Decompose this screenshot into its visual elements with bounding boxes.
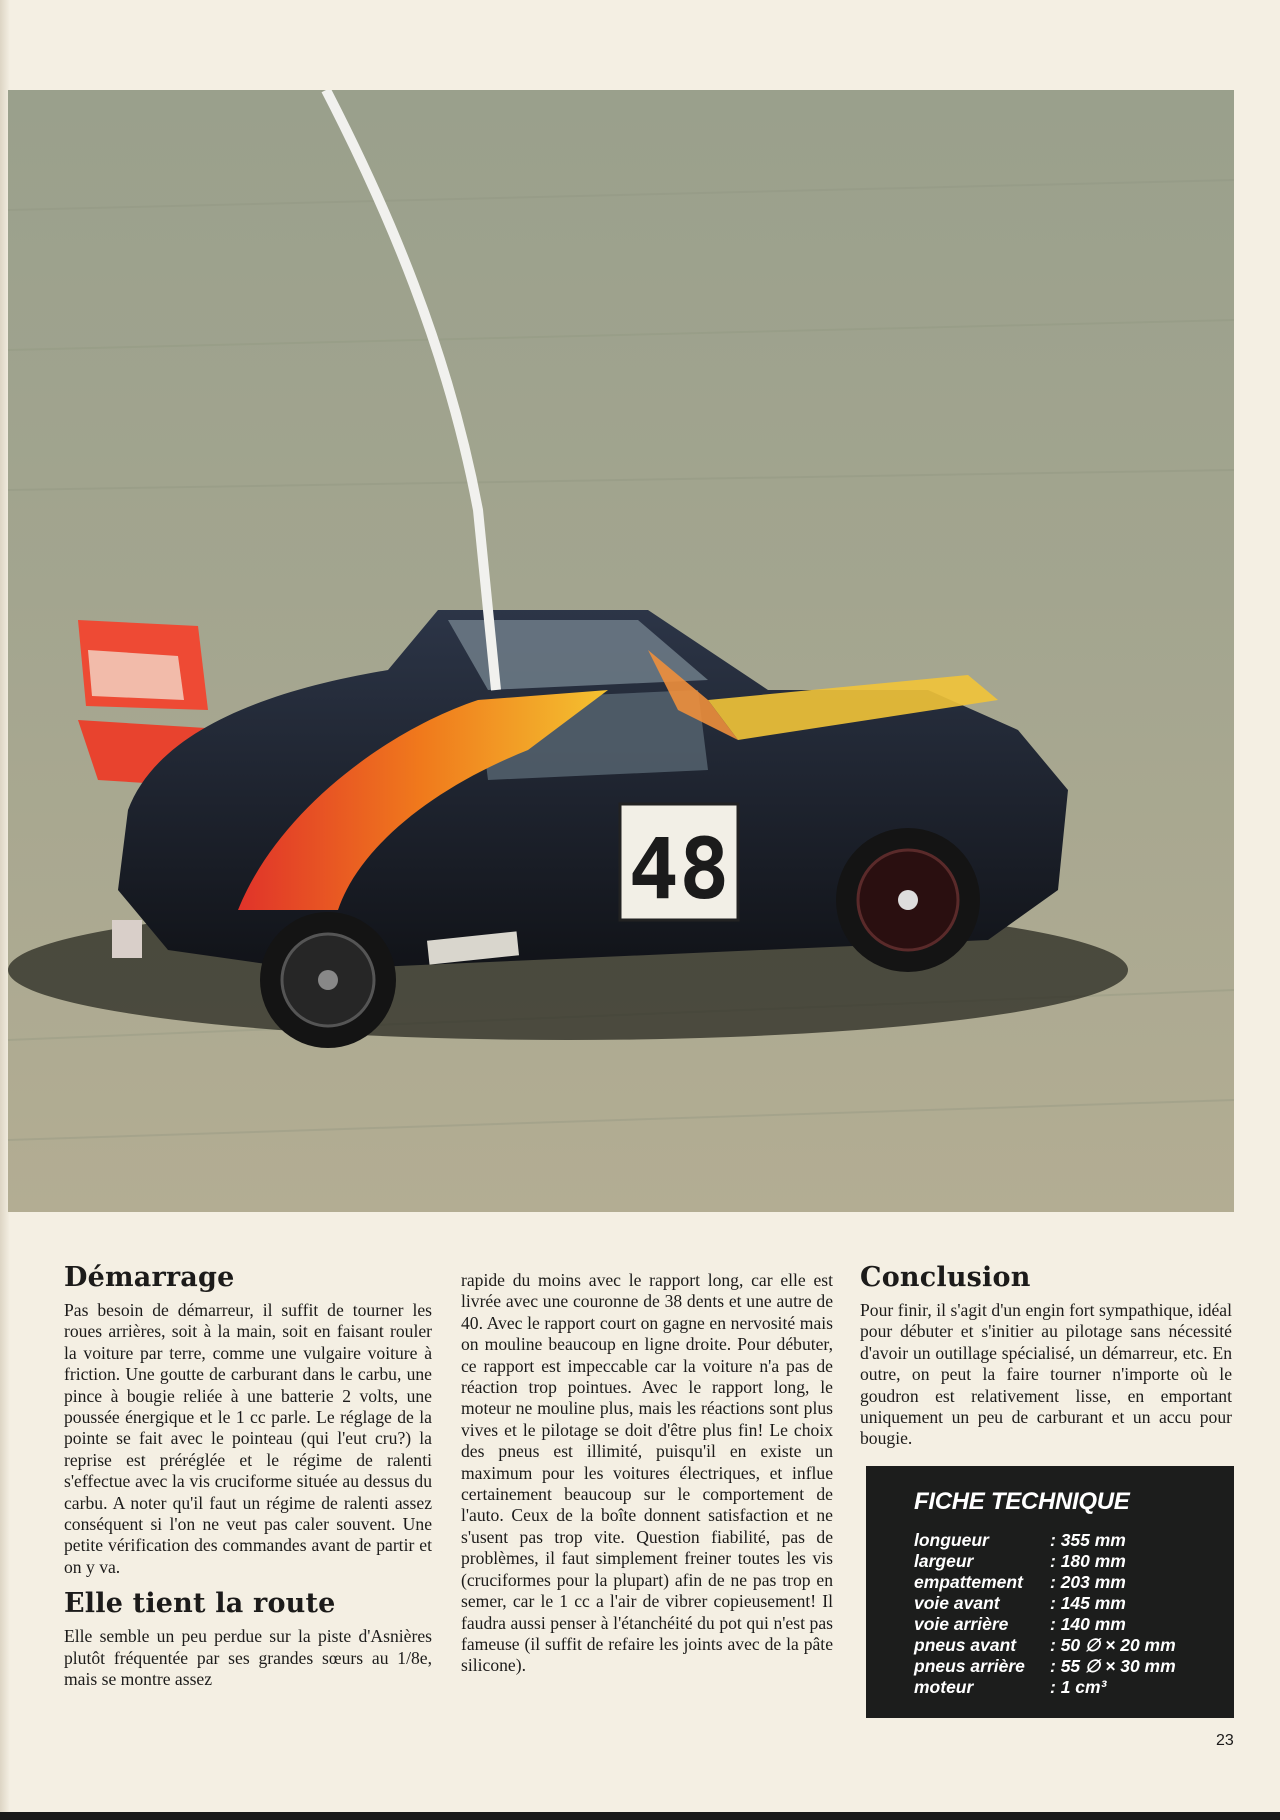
fiche-value: : 180 mm xyxy=(1050,1551,1126,1571)
fiche-row xyxy=(914,1656,1176,1677)
fiche-value: : 140 mm xyxy=(1050,1614,1126,1634)
route-heading: Elle tient la route xyxy=(64,1588,336,1620)
fiche-row xyxy=(914,1551,1176,1572)
demarrage-text: Pas besoin de démarreur, il suffit de tourner les roues arrières, soit à la main, soit en faisant rouler la voiture par terre, comme une vulgaire voiture à friction. Une goutte de carburant dans le carbu, une pince à bougie reliée à une batterie 2 volts, une poussée énergique et le 1 cc parle. Le réglage de la pointe se fait avec le pointeau (qui l'eut cru?) la reprise est préréglée et le régime de ralenti s'effectue avec la vis cruciforme située au dessus du carbu. A noter qu'il faut un régime de ralenti assez conséquent si l'on ne veut pas caler souvent. Une petite vérification des commandes avant de partir et on y va. xyxy=(64,1300,432,1577)
demarrage-heading: Démarrage xyxy=(64,1262,235,1293)
fiche-row xyxy=(914,1635,1176,1656)
scan-bottom-edge xyxy=(0,1812,1280,1820)
fiche-value: : 55 ∅ × 30 mm xyxy=(1050,1656,1176,1676)
column-3 xyxy=(860,1262,1232,1450)
fiche-value: : 355 mm xyxy=(1050,1530,1126,1550)
fiche-value: : 50 ∅ × 20 mm xyxy=(1050,1635,1176,1655)
conclusion-heading: Conclusion xyxy=(860,1262,1031,1293)
fiche-value: : 1 cm³ xyxy=(1050,1677,1107,1697)
fiche-row xyxy=(914,1614,1176,1635)
fiche-value: : 203 mm xyxy=(1050,1572,1126,1592)
car-photo xyxy=(8,90,1234,1212)
fiche-row xyxy=(914,1677,1176,1698)
fiche-label: longueur xyxy=(914,1530,989,1550)
column-1 xyxy=(64,1262,432,1691)
fiche-title: FICHE TECHNIQUE xyxy=(914,1488,1130,1515)
column-2-text: rapide du moins avec le rapport long, car elle est livrée avec une couronne de 38 dents et une autre de 40. Avec le rapport court on gagne en nervosité mais on mouline beaucoup en ligne droite. Pour débuter, ce rapport est impeccable car la voiture n'a pas de réaction trop pointues. Avec le rapport long, le moteur ne mouline plus, mais les réactions sont plus vives et le pilotage se doit d'être plus fin! Le choix des pneus est illimité, puisqu'il en existe un maximum pour les voitures électriques, et influe certainement beaucoup sur le comportement de l'auto. Ceux de la boîte donnent satisfaction et ne s'usent pas trop vite. Question fiabilité, pas de problèmes, il faut simplement freiner toutes les vis (cruciformes pour la plupart) afin de ne pas trop en semer, car le 1 cc a l'air de vibrer copieusement! Il faudra aussi penser à l'étanchéité du pot qui n'est pas fameuse (il suffit de refaire les joints avec de la pâte silicone). xyxy=(461,1270,833,1676)
fiche-label: empattement xyxy=(914,1572,1023,1592)
conclusion-text: Pour finir, il s'agit d'un engin fort sympathique, idéal pour débuter et s'initier au pilotage sans nécessité d'avoir un outillage spécialisé, un démarreur, etc. En outre, on peut la faire tourner n'importe où le goudron est relativement lisse, en emportant uniquement un peu de carburant et un accu pour bougie. xyxy=(860,1300,1232,1449)
fiche-value: : 145 mm xyxy=(1050,1593,1126,1613)
car-number: 48 xyxy=(628,820,730,918)
fiche-label: pneus avant xyxy=(914,1635,1017,1655)
fiche-technique-box xyxy=(866,1466,1234,1718)
fiche-label: voie avant xyxy=(914,1593,1000,1613)
fiche-row xyxy=(914,1593,1176,1614)
fiche-label: pneus arrière xyxy=(914,1656,1025,1676)
column-2 xyxy=(461,1270,833,1677)
fiche-label: moteur xyxy=(914,1677,974,1697)
fiche-row xyxy=(914,1530,1176,1551)
fiche-label: voie arrière xyxy=(914,1614,1009,1634)
fiche-table xyxy=(914,1530,1176,1698)
route-text: Elle semble un peu perdue sur la piste d'Asnières plutôt fréquentée par ses grandes sœurs au 1/8e, mais se montre assez xyxy=(64,1626,432,1690)
page-number: 23 xyxy=(1216,1732,1234,1749)
fiche-row xyxy=(914,1572,1176,1593)
fiche-label: largeur xyxy=(914,1551,974,1571)
